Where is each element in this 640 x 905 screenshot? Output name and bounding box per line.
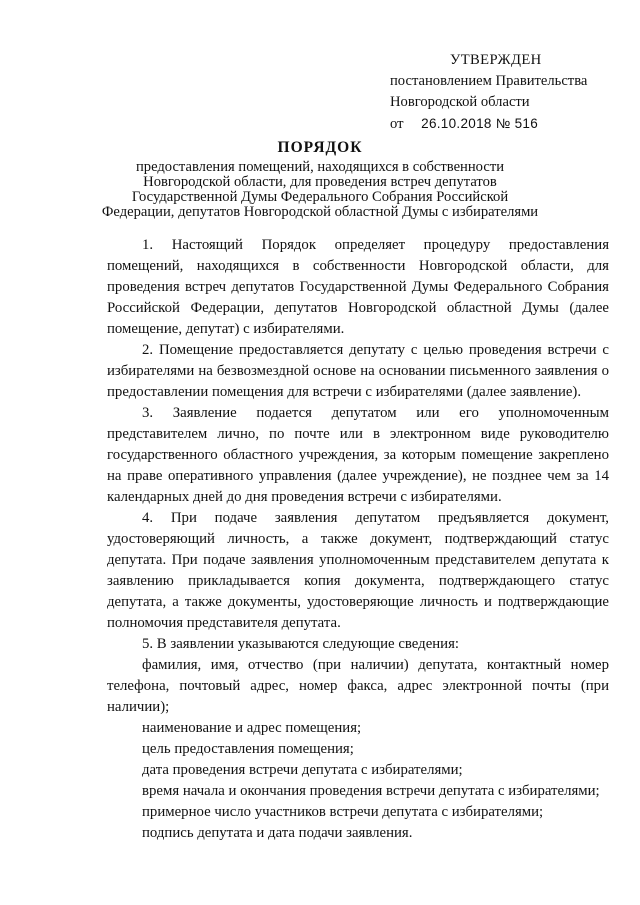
- paragraph-3: 3. Заявление подается депутатом или его уполномоченным представителем лично, по почте или в электронном виде руководителю государственного областного учреждения, за которым помещение закреплено на праве оперативного управления (далее учреждение), не позднее чем за 14 календарных дней до дня проведения встречи с избирателями.: [107, 405, 609, 505]
- document-subtitle: предоставления помещений, находящихся в собственности Новгородской области, для проведения встреч депутатов Государственной Думы Федерального Собрания Российской Федерации, депутатов Новгородской областной Думы с избирателями: [101, 159, 539, 220]
- approval-stamp: УТВЕРЖДЕН: [450, 52, 542, 68]
- paragraph-1: 1. Настоящий Порядок определяет процедуру предоставления помещений, находящихся в собственности Новгородской области, для проведения встреч депутатов Государственной Думы Федерального Собрания Российской Федерации, депутатов Новгородской областной Думы (далее помещение, депутат) с избирателями.: [107, 237, 609, 337]
- list-item: подпись депутата и дата подачи заявления.: [142, 825, 413, 841]
- list-item: дата проведения встречи депутата с избирателями;: [142, 762, 463, 778]
- approval-line-2: Новгородской области: [390, 94, 530, 110]
- list-item: наименование и адрес помещения;: [142, 720, 362, 736]
- paragraph-4: 4. При подаче заявления депутатом предъявляется документ, удостоверяющий личность, а также документ, подтверждающий статус депутата. При подаче заявления уполномоченным представителем депутата к заявлению прикладывается копия документа, подтверждающего статус депутата, а также документы, удостоверяющие личность и подтверждающие полномочия представителя депутата.: [107, 510, 609, 631]
- paragraph-5: 5. В заявлении указываются следующие сведения:: [142, 636, 460, 652]
- document-title: ПОРЯДОК: [277, 139, 363, 156]
- approval-line-1: постановлением Правительства: [390, 73, 588, 89]
- paragraph-2: 2. Помещение предоставляется депутату с целью проведения встречи с избирателями на безвозмездной основе на основании письменного заявления о предоставлении помещения для встречи с избирателями (далее заявление).: [107, 342, 609, 400]
- list-item: примерное число участников встречи депутата с избирателями;: [142, 804, 544, 820]
- approval-date-prefix: от: [390, 116, 404, 132]
- approval-block: [390, 50, 635, 135]
- paragraph-5-contacts: фамилия, имя, отчество (при наличии) депутата, контактный номер телефона, почтовый адрес, номер факса, адрес электронной почты (при наличии);: [107, 657, 609, 715]
- document-body: [107, 235, 609, 844]
- approval-date-row: [390, 113, 635, 135]
- approval-date-value: 26.10.2018 № 516: [421, 116, 539, 131]
- list-item: цель предоставления помещения;: [142, 741, 354, 757]
- list-item: время начала и окончания проведения встречи депутата с избирателями;: [142, 783, 600, 799]
